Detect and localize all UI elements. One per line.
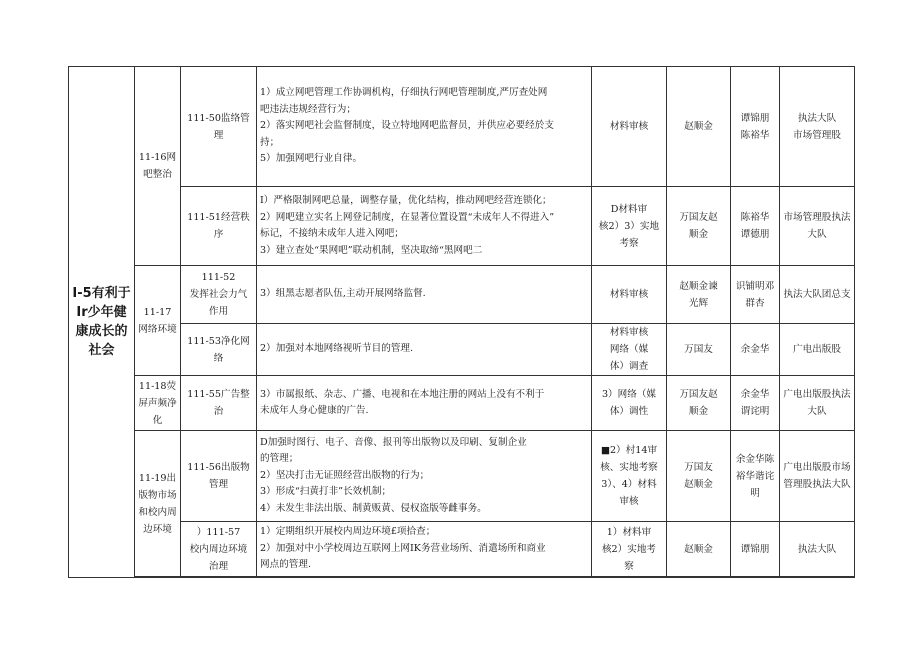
measures-cell (257, 324, 592, 376)
measure-line: 2）加强对本地网络视听节目的管理. (260, 343, 414, 355)
task-line: 111-51经营秩 (187, 212, 250, 223)
dept-lead-line: 陈裕华 (740, 129, 770, 141)
table-row (69, 577, 855, 578)
unit-line: 大队 (807, 406, 827, 417)
section-label-line: 版物市场 (138, 489, 177, 501)
table-row (69, 324, 855, 376)
measure-line: I）严格限制网吧总量，调整存量，优化结构，推动网吧经营连锁化； (260, 195, 552, 206)
task-line: 111-53净化网 (187, 335, 250, 347)
unit-line: 广电出版股 (793, 344, 841, 355)
method-line: 体）调性 (609, 406, 649, 417)
leader-line: 赵顺金 (684, 479, 713, 490)
task-cell (181, 324, 257, 376)
section-label-line: 11-17 (143, 306, 172, 318)
major-task-line: 康成长的 (75, 324, 128, 339)
measures-cell (257, 376, 592, 431)
section-label-line: 化 (152, 414, 163, 426)
leader-line: 顺金 (688, 229, 709, 240)
measure-line: 3）形成“扫黄打非”长效机制； (260, 486, 392, 498)
table-row (69, 376, 855, 431)
section-label-line: 网络环境 (138, 323, 177, 335)
dept-lead-line: 余金华 (740, 389, 770, 400)
task-line: 作用 (208, 306, 229, 317)
table-row (69, 266, 855, 324)
table-row (69, 431, 855, 522)
method-line: 3）网络（媒 (601, 389, 657, 400)
unit-cell (780, 67, 855, 187)
section-cell (135, 376, 181, 431)
major-task-line: Ir少年健 (76, 305, 127, 320)
measure-line: 3）组黑志愿者队伍,主动开展网络监督. (260, 288, 426, 300)
unit-line: 大队 (807, 229, 827, 240)
leader-line: 万国友 (684, 462, 713, 473)
measure-line: 3）市属报纸、杂志、广播、电视和在本地注册的网站上没有不利于 (260, 388, 545, 400)
method-line: 材料审核 (609, 121, 649, 132)
unit-cell (780, 376, 855, 431)
dept-lead-line: 陈裕华 (740, 212, 770, 223)
measure-line: 的管理； (260, 453, 299, 465)
measure-line: 4）未发生非法出版、制黄贩黄、侵权盗版等雌事务。 (260, 502, 487, 514)
leader-line: 万国友 (684, 344, 713, 355)
method-cell (592, 266, 667, 324)
dept-lead-line: 明 (750, 487, 760, 499)
method-line: 3）、4）材料 (601, 479, 657, 490)
dept-lead-line: 谭锦朋 (740, 543, 770, 555)
method-line: 审核 (619, 496, 639, 507)
section-label-line: 屏声频净 (138, 397, 177, 409)
leader-cell (667, 376, 731, 431)
measures-cell (257, 431, 592, 522)
measure-line: 吧违法违规经营行为； (260, 103, 356, 115)
unit-line: 市场管理股 (793, 129, 841, 141)
leader-line: 赵顺金谏 (679, 280, 718, 292)
method-line: ■2）村14审 (600, 445, 658, 456)
task-cell (181, 187, 257, 266)
method-line: 核、实地考察 (600, 462, 658, 473)
task-line: 111-52 (201, 272, 236, 283)
task-line: 理 (213, 129, 224, 141)
dept-lead-cell (731, 376, 780, 431)
method-line: 核2）实地考 (601, 543, 657, 555)
dept-lead-line: 余金华陈 (735, 453, 775, 465)
leader-cell (667, 431, 731, 522)
unit-line: 执法大队 (797, 543, 837, 555)
method-line: 察 (624, 560, 634, 572)
method-line: 考察 (619, 237, 639, 249)
method-cell (592, 376, 667, 431)
measure-line: 3）建立查处“果网吧”联动机制，坚决取缔“黑网吧二 (260, 244, 483, 256)
measure-line: 1）成立网吧管理工作协调机构，仔细执行网吧管理制度,严厉查处网 (260, 87, 548, 99)
task-cell (181, 522, 257, 577)
method-cell (592, 187, 667, 266)
measure-line: 网点的管理. (260, 559, 312, 571)
leader-cell (667, 324, 731, 376)
method-line: 1）材料审 (606, 526, 652, 538)
dept-lead-line: 谭德朋 (740, 229, 770, 240)
unit-line: 广电出版股市场 (783, 462, 851, 473)
task-line: 校内周边环境 (189, 543, 248, 555)
section-cell (135, 431, 181, 577)
task-cell (181, 431, 257, 522)
dept-lead-line: 识铺明邓 (735, 280, 775, 292)
task-line: 络 (213, 352, 224, 364)
leader-cell (667, 67, 731, 187)
task-cell (181, 266, 257, 324)
section-label-line: 11-18荧 (138, 380, 177, 392)
leader-line: 赵顺金 (684, 543, 713, 555)
unit-line: 广电出版股执法 (783, 389, 851, 400)
task-line: 管理 (208, 479, 229, 490)
unit-line: 管理股执法大队 (783, 479, 851, 490)
task-cell (181, 376, 257, 431)
dept-lead-cell (731, 522, 780, 577)
dept-lead-cell (731, 431, 780, 522)
measure-line: 持； (260, 136, 280, 148)
method-cell (592, 324, 667, 376)
method-cell (592, 522, 667, 577)
dept-lead-cell (731, 266, 780, 324)
task-line: 治理 (208, 560, 229, 572)
unit-line: 执法大队团总支 (783, 289, 851, 300)
task-cell (181, 67, 257, 187)
section-cell (135, 67, 181, 266)
work-plan-table (68, 66, 855, 578)
unit-cell (780, 266, 855, 324)
measure-line: 未成年人身心健康的广告. (260, 405, 369, 416)
method-cell (592, 431, 667, 522)
measures-cell (257, 187, 592, 266)
major-task-line: 社会 (88, 343, 115, 358)
task-line: ）111-57 (196, 526, 241, 538)
section-label-line: 11-19出 (138, 472, 177, 484)
dept-lead-line: 群杏 (745, 297, 765, 309)
task-line: 发挥社会力气 (189, 289, 248, 300)
unit-cell (780, 324, 855, 376)
measure-line: 1）定期组织开展校内周边环境£项拾查； (260, 526, 436, 538)
dept-lead-line: 谭锦朋 (740, 112, 770, 124)
leader-cell (667, 522, 731, 577)
measure-line: D加强时图行、电子、音像、报刊等出版物以及印刷、复制企业 (260, 436, 527, 448)
section-label-line: 吧整治 (143, 169, 172, 180)
leader-line: 万国友赵 (679, 389, 718, 400)
section-label-line: 11-16网 (138, 152, 177, 163)
unit-line: 市场管理股执法 (783, 212, 851, 223)
dept-lead-line: 余金华 (740, 344, 770, 355)
dept-lead-cell (731, 324, 780, 376)
table-row (69, 522, 855, 577)
section-label-line: 和校内周 (138, 506, 177, 518)
measures-cell (257, 67, 592, 187)
measures-cell (257, 522, 592, 577)
task-line: 111-56出版物 (187, 462, 250, 473)
method-line: 材料审核 (609, 289, 649, 300)
task-line: 111-55广告整 (187, 389, 250, 400)
measure-line: 2）落实网吧社会监督制度，设立特地网吧监督员，并供应必要经於支 (260, 120, 554, 132)
leader-line: 赵顺金 (684, 121, 713, 132)
measure-line: 标记，不接纳未成年人进入网吧； (260, 228, 404, 239)
measures-cell (257, 266, 592, 324)
major-task-cell (69, 67, 135, 578)
dept-lead-line: 谓诧明 (740, 406, 770, 417)
table-row (69, 187, 855, 266)
measure-line: 2）网吧建立实名上网登记制度，在显著位置设置“未成年人不得进入” (260, 211, 555, 223)
leader-cell (667, 187, 731, 266)
method-line: 网络（媒 (609, 344, 649, 355)
dept-lead-line: 裕华谐诧 (735, 470, 775, 482)
unit-cell (780, 431, 855, 522)
table-row (69, 67, 855, 187)
leader-line: 光辉 (688, 297, 709, 309)
method-line: 核2）3）实地 (598, 220, 660, 232)
task-line: 序 (213, 229, 224, 240)
method-line: 体）调查 (609, 361, 649, 372)
section-cell (135, 266, 181, 376)
unit-line: 执法大队 (797, 112, 837, 124)
unit-cell (780, 187, 855, 266)
dept-lead-cell (731, 67, 780, 187)
method-cell (592, 67, 667, 187)
method-line: D材料审 (610, 203, 648, 215)
leader-cell (667, 266, 731, 324)
measure-line: 2）坚决打击无证照经营出版物的行为； (260, 469, 430, 481)
task-line: 治 (213, 406, 224, 417)
method-line: 材料审核 (609, 327, 649, 338)
measure-line: 2）加强对中小学校周边互联网上网IK务营业场所、消遣场所和商业 (260, 542, 546, 554)
measure-line: 5）加强网吧行业自律。 (260, 153, 363, 165)
task-line: 111-50监络管 (187, 112, 250, 124)
dept-lead-cell (731, 187, 780, 266)
leader-line: 万国友赵 (679, 212, 718, 223)
unit-cell (780, 522, 855, 577)
major-task-line: I-5有利于 (72, 286, 131, 301)
table-bottom-spacer (135, 577, 855, 578)
section-label-line: 边环境 (143, 523, 172, 535)
leader-line: 顺金 (688, 406, 709, 417)
